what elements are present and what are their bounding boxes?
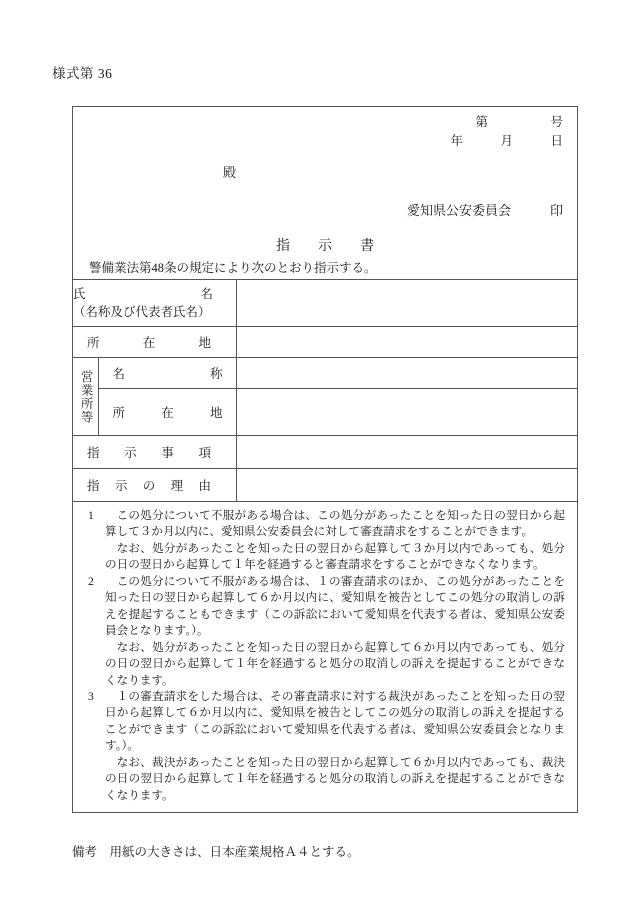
notice-item-body <box>105 574 565 689</box>
document-number-field: 第 号 <box>475 115 563 129</box>
form-number: 様式第 36 <box>52 66 113 81</box>
recipient-honorific: 殿 <box>223 165 237 180</box>
label-char: 在 <box>161 406 174 420</box>
label-char: 示 <box>124 446 137 460</box>
label-char: 指 <box>87 446 100 460</box>
notice-paragraph: なお、処分があったことを知った日の翌日から起算して３か月以内であっても、処分の日の翌日から起算して１年を経過すると審査請求をすることができなくなります。 <box>105 541 565 572</box>
notice-paragraph: なお、処分があったことを知った日の翌日から起算して６か月以内であっても、処分の日の翌日から起算して１年を経過すると処分の取消しの訴えを提起することができなくなります。 <box>105 640 565 687</box>
label-char: 示 <box>114 479 128 493</box>
form-frame <box>72 106 578 813</box>
notice-item <box>83 508 565 574</box>
notice-item-body <box>105 508 565 574</box>
table-row-office-name <box>73 358 577 389</box>
field-table <box>73 279 577 501</box>
field-label-office-name <box>98 358 236 389</box>
label-char: 名 <box>112 367 126 381</box>
document-date-field: 年 月 日 <box>450 134 563 148</box>
field-label-instruction-reason <box>73 469 236 502</box>
table-row-address <box>73 327 577 358</box>
form-header <box>73 107 577 279</box>
label-char: 在 <box>142 336 156 350</box>
notice-paragraph: １の審査請求をした場合は、その審査請求に対する裁決があったことを知った日の翌日から起算して６か月以内に、愛知県を被告としてこの処分の取消しの訴えを提起することができます（この訴訟において愛知県を代表する者は、愛知県公安委員会となります。）。 <box>105 689 565 753</box>
field-label-name-sub: （名称及び代表者氏名） <box>73 305 211 319</box>
label-char: 理 <box>170 479 184 493</box>
issuer-name: 愛知県公安委員会 印 <box>406 203 563 218</box>
footnote-paper-size: 備考 用紙の大きさは、日本産業規格Ａ４とする。 <box>72 845 360 859</box>
notice-item <box>83 689 565 804</box>
field-value-instruction-items[interactable] <box>236 436 577 469</box>
label-char: 地 <box>209 406 223 420</box>
label-char: 事 <box>161 446 174 460</box>
label-char: 所 <box>112 406 126 420</box>
label-char: 項 <box>198 446 211 460</box>
field-value-name[interactable] <box>236 280 577 327</box>
notice-item-body <box>105 689 565 804</box>
field-label-name-left: 氏 <box>73 286 86 301</box>
notice-paragraph: この処分について不服がある場合は、この処分があったことを知った日の翌日から起算して３か月以内に、愛知県公安委員会に対して審査請求をすることができます。 <box>105 509 565 539</box>
field-label-name-right: 名 <box>200 286 213 301</box>
field-value-address[interactable] <box>236 327 577 358</box>
legal-basis-clause: 警備業法第48条の規定により次のとおり指示する。 <box>89 261 377 275</box>
field-value-office-name[interactable] <box>236 358 577 389</box>
notice-item-number: 3 <box>88 689 94 703</box>
field-label-office-group <box>73 358 98 436</box>
notice-paragraph: この処分について不服がある場合は、１の審査請求のほか、この処分があったことを知った日の翌日から起算して６か月以内に、愛知県を被告としてこの処分の取消しの訴えを提起することもできます（この訴訟において愛知県を代表する者は、愛知県公安委員会となります。）。 <box>105 574 565 638</box>
field-label-office-group-text: 営業所等 <box>79 369 94 424</box>
field-label-name <box>73 280 236 327</box>
notice-item <box>83 574 565 689</box>
field-label-office-address <box>98 389 236 436</box>
notice-item-number: 1 <box>88 509 94 522</box>
appeal-rights-notice <box>73 501 577 812</box>
field-label-instruction-items <box>73 436 236 469</box>
label-char: 地 <box>198 336 211 350</box>
label-char: 称 <box>209 367 223 381</box>
label-char: の <box>142 479 156 493</box>
table-row-instruction-items <box>73 436 577 469</box>
table-row-office-address <box>73 389 577 436</box>
label-char: 指 <box>87 479 100 493</box>
label-char: 所 <box>87 336 100 350</box>
field-value-office-address[interactable] <box>236 389 577 436</box>
notice-item-number: 2 <box>88 574 94 588</box>
page-title: 指示書 <box>276 239 402 254</box>
table-row-name <box>73 280 577 327</box>
field-label-address <box>73 327 236 358</box>
label-char: 由 <box>198 479 211 493</box>
table-row-instruction-reason <box>73 469 577 502</box>
notice-paragraph: なお、裁決があったことを知った日の翌日から起算して６か月以内であっても、裁決の日の翌日から起算して１年を経過すると処分の取消しの訴えを提起することができなくなります。 <box>105 755 565 802</box>
field-value-instruction-reason[interactable] <box>236 469 577 502</box>
